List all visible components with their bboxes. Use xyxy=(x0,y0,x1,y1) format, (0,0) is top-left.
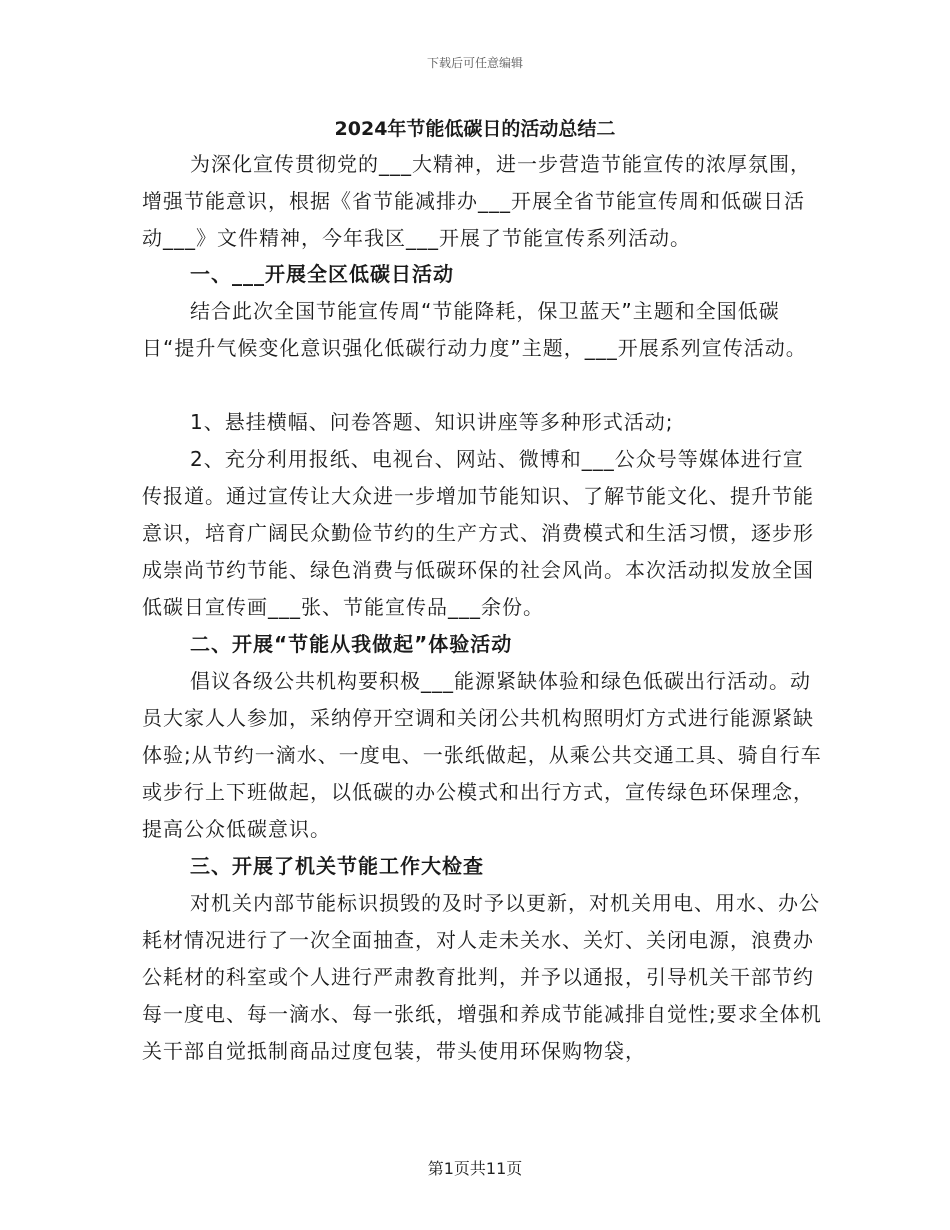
paragraph-section-3: 对机关内部节能标识损毁的及时予以更新，对机关用电、用水、办公耗材情况进行了一次全面抽查，对人走未关水、关灯、关闭电源，浪费办公耗材的科室或个人进行严肃教育批判，并予以通报，引导机关干部节约每一度电、每一滴水、每一张纸，增强和养成节能减排自觉性;要求全体机关干部自觉抵制商品过度包装，带头使用环保购物袋， xyxy=(142,891,822,1063)
paragraph-section-1: 结合此次全国节能宣传周“节能降耗，保卫蓝天”主题和全国低碳日“提升气候变化意识强化低碳行动力度”主题，___开展系列宣传活动。 xyxy=(142,299,807,360)
section-heading-1: 一、___开展全区低碳日活动 xyxy=(190,262,454,286)
section-heading-3: 三、开展了机关节能工作大检查 xyxy=(190,854,484,878)
page-footer: 第1页共11页 xyxy=(427,1159,523,1178)
section-heading-2: 二、开展“节能从我做起”体验活动 xyxy=(190,632,513,656)
list-item-2: 2、充分利用报纸、电视台、网站、微博和___公众号等媒体进行宣传报道。通过宣传让大众进一步增加节能知识、了解节能文化、提升节能意识，培育广阔民众勤俭节约的生产方式、消费模式和生活习惯，逐步形成崇尚节约节能、绿色消费与低碳环保的社会风尚。本次活动拟发放全国低碳日宣传画___张、节能宣传品___余份。 xyxy=(142,447,814,619)
document-title: 2024年节能低碳日的活动总结二 xyxy=(334,118,616,140)
paragraph-section-2: 倡议各级公共机构要积极___能源紧缺体验和绿色低碳出行活动。动员大家人人参加，采纳停开空调和关闭公共机构照明灯方式进行能源紧缺体验;从节约一滴水、一度电、一张纸做起，从乘公共交通工具、骑自行车或步行上下班做起，以低碳的办公模式和出行方式，宣传绿色环保理念，提高公众低碳意识。 xyxy=(142,669,822,841)
page-header: 下载后可任意编辑 xyxy=(426,56,523,70)
paragraph-intro: 为深化宣传贯彻党的___大精神，进一步营造节能宣传的浓厚氛围，增强节能意识，根据《省节能减排办___开展全省节能宣传周和低碳日活动___》文件精神，今年我区___开展了节能宣传系列活动。 xyxy=(142,152,811,250)
list-item-1: 1、悬挂横幅、问卷答题、知识讲座等多种形式活动; xyxy=(190,410,674,434)
